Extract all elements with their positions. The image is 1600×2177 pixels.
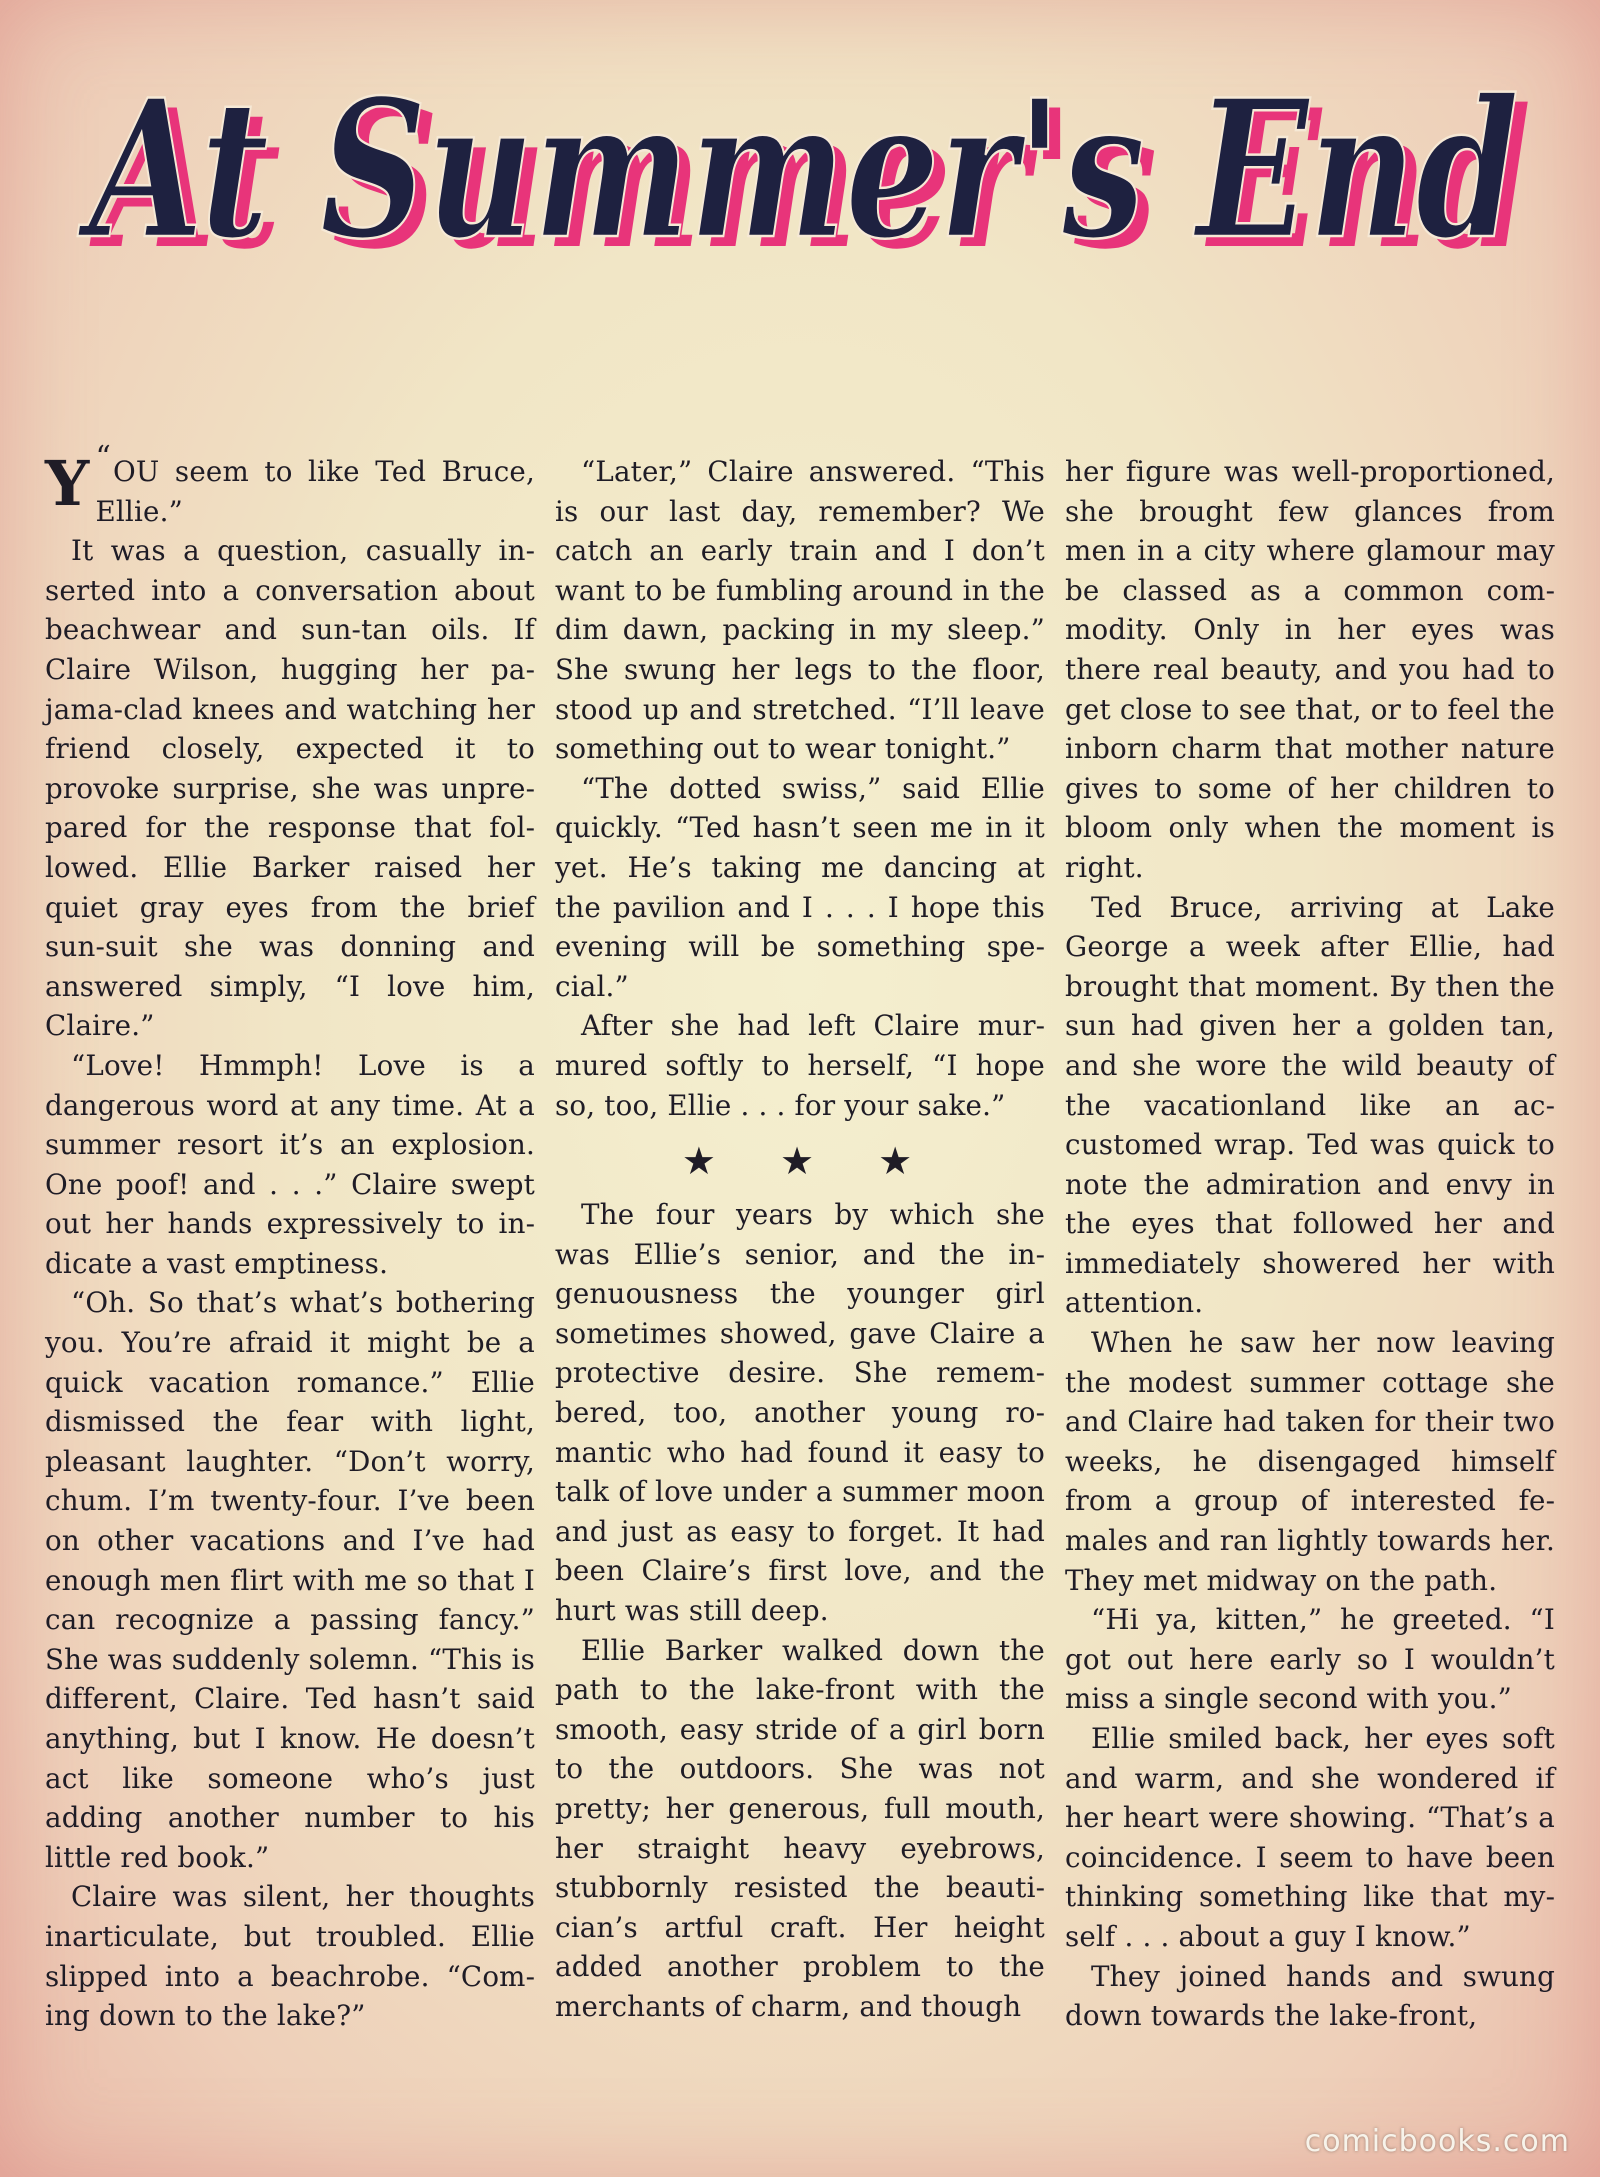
source-watermark: comicbooks.com xyxy=(1304,2124,1570,2159)
story-title-text: At Summer's End xyxy=(77,58,1519,281)
story-paragraph: It was a question, casually inserted into a conversation about beachwear and sun-tan oils. If Claire Wilson, hugging her pajama-clad knees and watching her friend closely, expected it to provoke surprise, she was unprepared for the response that followed. Ellie Barker raised her quiet gray eyes from the brief sun-suit she was donning and answered simply, “I love him, Claire.” xyxy=(45,534,535,1043)
story-title-shadow: At Summer's End xyxy=(89,68,1531,291)
open-quote: “ xyxy=(95,440,112,475)
story-paragraph: “Oh. So that’s what’s bothering you. You’re afraid it might be a quick vacation romance.” Ellie dismissed the fear with light, pleasant laughter. “Don’t worry, chum. I’m twenty-four. I’ve been on other vacations and I’ve had enough men flirt with me so that I can recognize a passing fancy.” She was suddenly solemn. “This is different, Claire. Ted hasn’t said anything, but I know. He doesn’t act like someone who’s just adding another number to his little red book.” xyxy=(45,1286,535,1874)
drop-cap: Y xyxy=(45,447,90,520)
story-paragraph: After she had left Claire murmured softly to herself, “I hope so, too, Ellie . . . for your sake.” xyxy=(555,1009,1045,1122)
section-break-stars: ★ ★ ★ xyxy=(681,1139,939,1184)
story-paragraph: They joined hands and swung down towards the lake-front, xyxy=(1065,1959,1555,2033)
story-title xyxy=(60,40,1560,340)
story-paragraph: When he saw her now leaving the modest summer cottage she and Claire had taken for their two weeks, he disengaged himself from a group of interested females and ran lightly towards her. They met midway on the path. xyxy=(1065,1326,1555,1597)
story-columns xyxy=(45,440,1555,2033)
story-paragraph: “Love! Hmmph! Love is a dangerous word at any time. At a summer resort it’s an explosion. One poof! and . . .” Claire swept out her hands expressively to indicate a vast emptiness. xyxy=(45,1048,535,1280)
story-paragraph: Ellie Barker walked down the path to the lake-front with the smooth, easy stride of a girl born to the outdoors. She was not pretty; her generous, full mouth, her straight heavy eyebrows, stubbornly resisted the beautician’s artful craft. Her height added another problem to the merchants of charm, and though xyxy=(555,1633,1045,2023)
story-title-graphic xyxy=(60,40,1560,340)
story-paragraph: her figure was well-proportioned, she brought few glances from men in a city where glamour may be classed as a common commodity. Only in her eyes was there real beauty, and you had to get close to see that, or to feel the inborn charm that mother nature gives to some of her children to bloom only when the moment is right. xyxy=(1065,455,1555,884)
story-paragraph: The four years by which she was Ellie’s senior, and the ingenuousness the younger girl sometimes showed, gave Claire a protective desire. She remembered, too, another young romantic who had found it easy to talk of love under a summer moon and just as easy to forget. It had been Claire’s first love, and the hurt was still deep. xyxy=(555,1198,1045,1628)
story-paragraph xyxy=(45,440,535,531)
story-column-3 xyxy=(1065,452,1555,2033)
story-paragraph: Ellie smiled back, her eyes soft and warm, and she wondered if her heart were showing. “That’s a coincidence. I seem to have been thinking something like that myself . . . about a guy I know.” xyxy=(1065,1722,1555,1953)
story-paragraph: “Hi ya, kitten,” he greeted. “I got out here early so I wouldn’t miss a single second with you.” xyxy=(1065,1603,1555,1716)
story-column-2 xyxy=(555,452,1045,2023)
story-paragraph: Claire was silent, her thoughts inarticulate, but troubled. Ellie slipped into a beachrobe. “Coming down to the lake?” xyxy=(45,1880,535,2033)
story-paragraph: “The dotted swiss,” said Ellie quickly. “Ted hasn’t seen me in it yet. He’s taking me dancing at the pavilion and I . . . I hope this evening will be something special.” xyxy=(555,771,1045,1003)
story-paragraph: “Later,” Claire answered. “This is our last day, remember? We catch an early train and I don’t want to be fumbling around in the dim dawn, packing in my sleep.” She swung her legs to the floor, stood up and stretched. “I’ll leave something out to wear tonight.” xyxy=(555,455,1045,766)
story-paragraph-text: OU seem to like Ted Bruce, Ellie.” xyxy=(95,455,535,528)
story-paragraph: Ted Bruce, arriving at Lake George a week after Ellie, had brought that moment. By then the sun had given her a golden tan, and she wore the wild beauty of the vacationland like an accustomed wrap. Ted was quick to note the admiration and envy in the eyes that followed her and immediately showered her with attention. xyxy=(1065,890,1555,1320)
story-column-1 xyxy=(45,440,535,2033)
